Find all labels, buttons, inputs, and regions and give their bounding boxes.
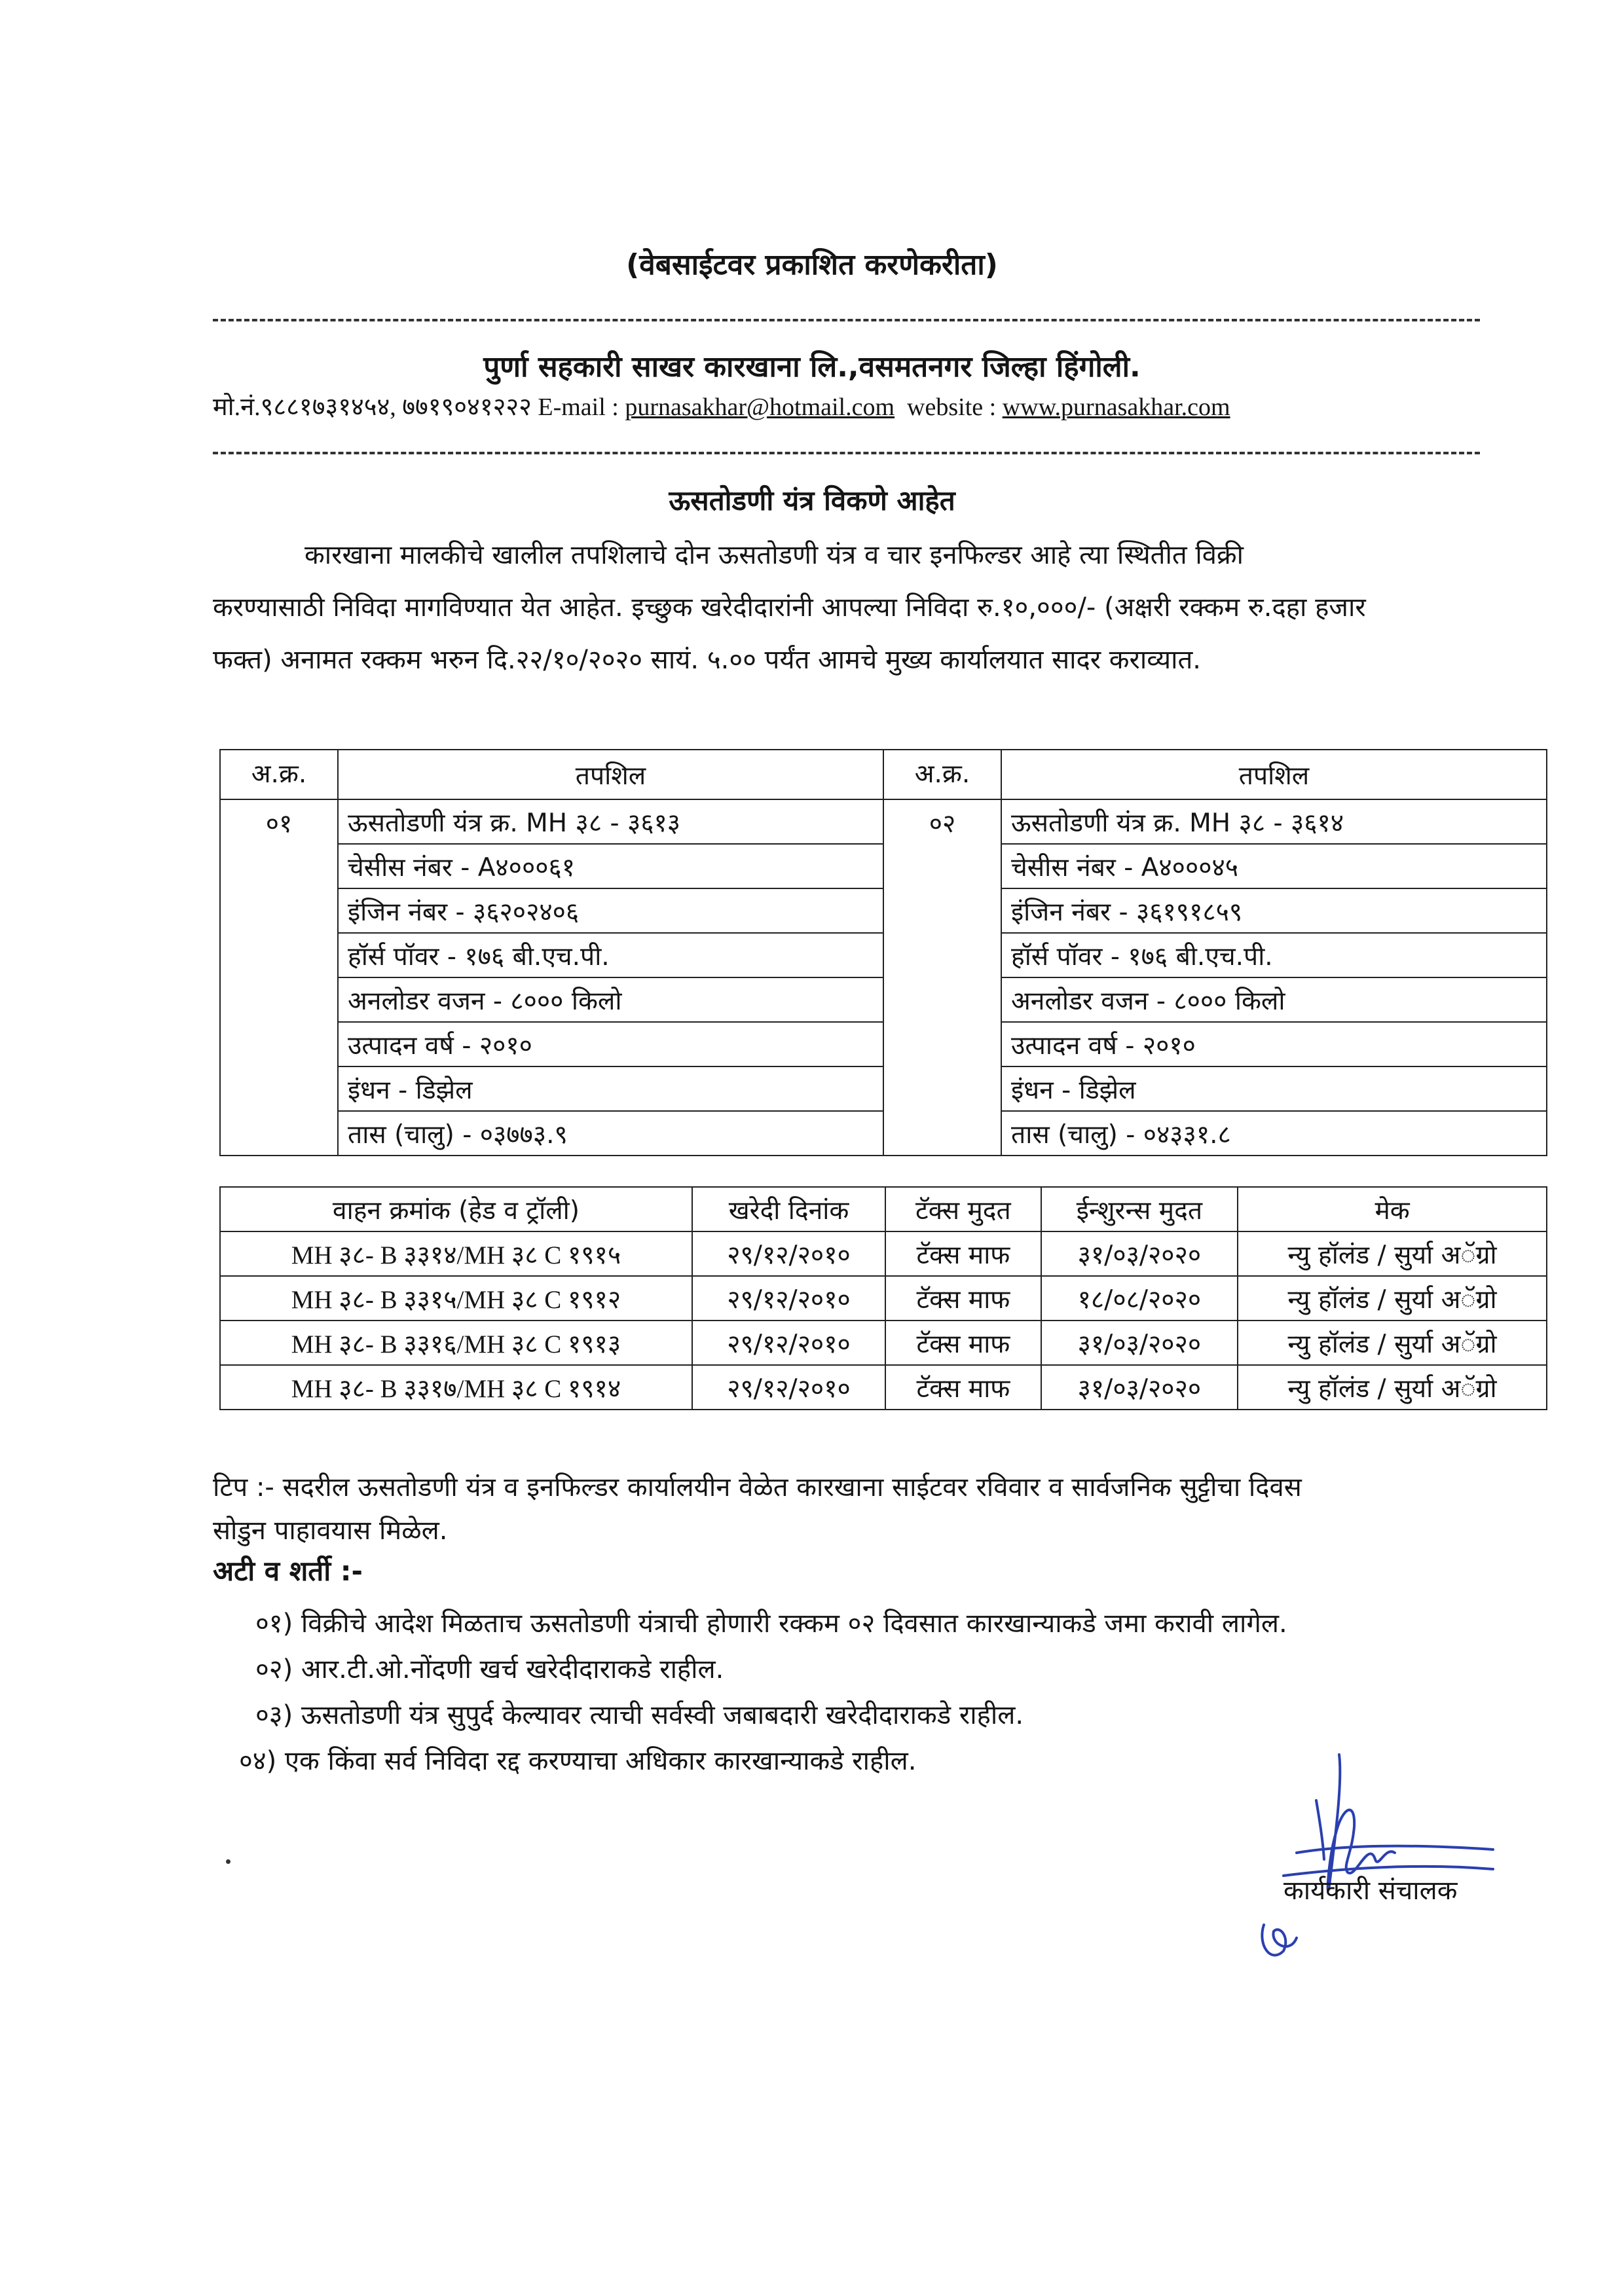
vehicle-number: MH ३८- B ३३१६/MH ३८ C १९१३ (220, 1321, 692, 1365)
detail-cell: ऊसतोडणी यंत्र क्र. MH ३८ - ३६१३ (338, 799, 883, 844)
make: न्यु हॉलंड / सुर्या अॅग्रो (1238, 1231, 1547, 1276)
vehicles-table (219, 1186, 1547, 1410)
column-header: अ.क्र. (220, 750, 338, 799)
purchase-date: २९/१२/२०१० (692, 1231, 885, 1276)
insurance-validity: ३१/०३/२०२० (1041, 1231, 1238, 1276)
machines-table (219, 749, 1547, 1156)
terms-heading: अटी व शर्ती :- (213, 1555, 363, 1587)
email-link[interactable]: purnasakhar@hotmail.com (625, 393, 895, 421)
stray-dot (226, 1859, 231, 1864)
signatory-title: कार्यकारी संचालक (1283, 1876, 1458, 1906)
organization-name: पुर्णा सहकारी साखर कारखाना लि.,वसमतनगर जिल्हा हिंगोली. (483, 350, 1141, 384)
website-link[interactable]: www.purnasakhar.com (1002, 393, 1230, 421)
tax-validity: टॅक्स माफ (885, 1231, 1041, 1276)
detail-cell: इंजिन नंबर - ३६१९१८५९ (1001, 888, 1547, 933)
intro-line-3: फक्त) अनामत रक्कम भरुन दि.२२/१०/२०२० सायं. ५.०० पर्यंत आमचे मुख्य कार्यालयात सादर कराव्यात. (213, 645, 1201, 675)
tax-validity: टॅक्स माफ (885, 1365, 1041, 1410)
serial-number: ०१ (220, 799, 338, 1156)
term-item: ०१) विक्रीचे आदेश मिळताच ऊसतोडणी यंत्राची होणारी रक्कम ०२ दिवसात कारखान्याकडे जमा करावी लागेल. (255, 1609, 1287, 1639)
table-row (220, 1276, 1547, 1321)
table-row (220, 799, 1547, 844)
purchase-date: २९/१२/२०१० (692, 1365, 885, 1410)
detail-cell: इंधन - डिझेल (1001, 1066, 1547, 1111)
detail-cell: इंधन - डिझेल (338, 1066, 883, 1111)
vehicle-number: MH ३८- B ३३१४/MH ३८ C १९१५ (220, 1231, 692, 1276)
website-label: website : (907, 393, 997, 421)
detail-cell: उत्पादन वर्ष - २०१० (1001, 1022, 1547, 1066)
table-row (220, 1231, 1547, 1276)
detail-cell: हॉर्स पॉवर - १७६ बी.एच.पी. (338, 933, 883, 977)
signature-image (1244, 1728, 1519, 1977)
detail-cell: अनलोडर वजन - ८००० किलो (338, 977, 883, 1022)
detail-cell: चेसीस नंबर - A४०००६१ (338, 844, 883, 888)
phone-numbers: मो.नं.९८८१७३१४५४, ७७१९०४१२२२ E-mail : (213, 393, 619, 421)
column-header: खरेदी दिनांक (692, 1187, 885, 1231)
detail-cell: तास (चालु) - ०३७७३.९ (338, 1111, 883, 1156)
table-row (220, 1365, 1547, 1410)
column-header: तपशिल (1001, 750, 1547, 799)
notice-subject: ऊसतोडणी यंत्र विकणे आहेत (669, 484, 955, 517)
publication-note: (वेबसाईटवर प्रकाशित करणेकरीता) (626, 248, 998, 282)
detail-cell: अनलोडर वजन - ८००० किलो (1001, 977, 1547, 1022)
term-item: ०३) ऊसतोडणी यंत्र सुपुर्द केल्यावर त्याची सर्वस्वी जबाबदारी खरेदीदाराकडे राहील. (255, 1700, 1024, 1730)
make: न्यु हॉलंड / सुर्या अॅग्रो (1238, 1276, 1547, 1321)
contact-line (213, 389, 1503, 423)
detail-cell: इंजिन नंबर - ३६२०२४०६ (338, 888, 883, 933)
note-line-2: सोडुन पाहावयास मिळेल. (213, 1516, 448, 1546)
term-item: ०४) एक किंवा सर्व निविदा रद्द करण्याचा अधिकार कारखान्याकडे राहील. (239, 1746, 917, 1776)
dashed-divider (213, 319, 1480, 321)
table-row (220, 1321, 1547, 1365)
tax-validity: टॅक्स माफ (885, 1276, 1041, 1321)
vehicle-number: MH ३८- B ३३१७/MH ३८ C १९१४ (220, 1365, 692, 1410)
note-line-1: टिप :- सदरील ऊसतोडणी यंत्र व इनफिल्डर कार्यालयीन वेळेत कारखाना साईटवर रविवार व सार्वजनिक सुट्टीचा दिवस (213, 1472, 1302, 1503)
purchase-date: २९/१२/२०१० (692, 1321, 885, 1365)
dashed-divider (213, 452, 1480, 454)
intro-line-2: करण्यासाठी निविदा मागविण्यात येत आहेत. इच्छुक खरेदीदारांनी आपल्या निविदा रु.१०,०००/- (अक्षरी रक्कम रु.दहा हजार (213, 592, 1366, 623)
column-header: मेक (1238, 1187, 1547, 1231)
purchase-date: २९/१२/२०१० (692, 1276, 885, 1321)
column-header: वाहन क्रमांक (हेड व ट्रॉली) (220, 1187, 692, 1231)
tax-validity: टॅक्स माफ (885, 1321, 1041, 1365)
insurance-validity: ३१/०३/२०२० (1041, 1365, 1238, 1410)
table-header-row (220, 750, 1547, 799)
make: न्यु हॉलंड / सुर्या अॅग्रो (1238, 1365, 1547, 1410)
column-header: टॅक्स मुदत (885, 1187, 1041, 1231)
serial-number: ०२ (883, 799, 1001, 1156)
detail-cell: तास (चालु) - ०४३३१.८ (1001, 1111, 1547, 1156)
term-item: ०२) आर.टी.ओ.नोंदणी खर्च खरेदीदाराकडे राहील. (255, 1654, 724, 1685)
intro-line-1: कारखाना मालकीचे खालील तपशिलाचे दोन ऊसतोडणी यंत्र व चार इनफिल्डर आहे त्या स्थितीत विक्री (304, 540, 1244, 570)
column-header: ईन्शुरन्स मुदत (1041, 1187, 1238, 1231)
detail-cell: ऊसतोडणी यंत्र क्र. MH ३८ - ३६१४ (1001, 799, 1547, 844)
insurance-validity: १८/०८/२०२० (1041, 1276, 1238, 1321)
column-header: अ.क्र. (883, 750, 1001, 799)
column-header: तपशिल (338, 750, 883, 799)
make: न्यु हॉलंड / सुर्या अॅग्रो (1238, 1321, 1547, 1365)
insurance-validity: ३१/०३/२०२० (1041, 1321, 1238, 1365)
detail-cell: उत्पादन वर्ष - २०१० (338, 1022, 883, 1066)
detail-cell: हॉर्स पॉवर - १७६ बी.एच.पी. (1001, 933, 1547, 977)
table-header-row (220, 1187, 1547, 1231)
detail-cell: चेसीस नंबर - A४०००४५ (1001, 844, 1547, 888)
vehicle-number: MH ३८- B ३३१५/MH ३८ C १९१२ (220, 1276, 692, 1321)
